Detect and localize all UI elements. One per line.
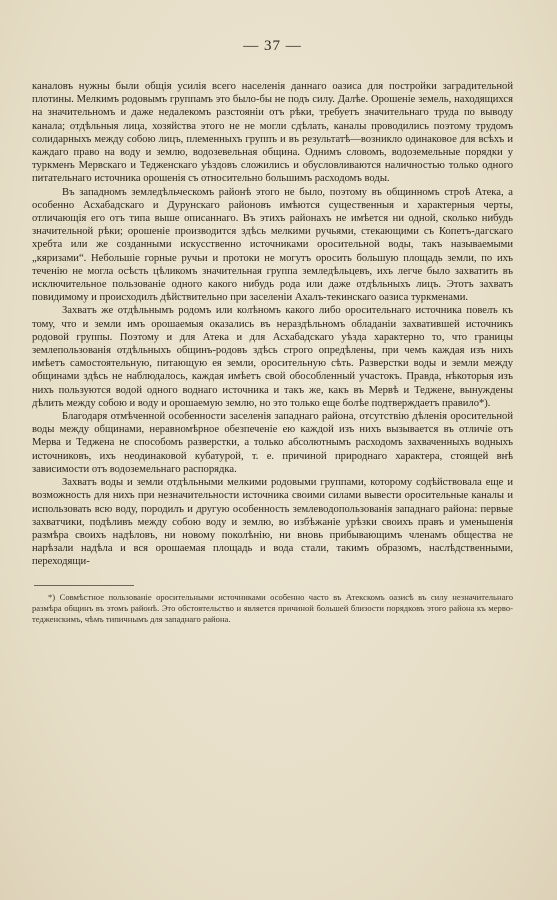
paragraph: Благодаря отмѣченной особенности заселенія западнаго района, отсутствію дѣленія оросительной воды между общинами, неравномѣрное обезпеченіе ею каждой изъ нихъ вызывается въ отличіе отъ Мерва и Теджена не способомъ разверстки, а только абсолютнымъ расходомъ захваченныхъ водныхъ источниковъ, ихъ неодинаковой кубатурой, т. е. причиной природнаго характера, стоящей внѣ зависимости отъ водоземельнаго распорядка. [32, 411, 513, 475]
footnote-text: *) Совмѣстное пользованіе оросительными источниками особенно часто въ Атекскомъ оазисѣ въ силу незначительнаго размѣра общинъ въ этомъ районѣ. Это обстоятельство и является причиной большей близости порядковъ этого района къ мерво-тедженскимъ, чѣмъ типичнымъ для западнаго района. [32, 591, 513, 624]
footnote [32, 592, 513, 625]
main-text [32, 80, 513, 569]
paragraph: каналовъ нужны были общія усилія всего населенія даннаго оазиса для постройки заградительной плотины. Мелкимъ родовымъ группамъ это было-бы не подъ силу. Далѣе. Орошеніе земель, находящихся на значительномъ и даже недалекомъ разстояніи отъ рѣки, требуетъ значительнаго труда по выводу канала; отдѣльныя лица, хозяйства этого не не могли сдѣлать, каналы проводились поэтому трудомъ солидарныхъ между собою лицъ, племенныхъ группъ и въ результатѣ—возникло одинаковое для всѣхъ и каждаго право на воду и землю, водозевельная община. Однимъ словомъ, водоземельные порядки у туркменъ Мервскаго и Тедженскаго уѣздовъ сложились и обусловливаются наличностью только одного питательнаго источника орошенія съ относительно большимъ расходомъ воды. [32, 81, 513, 185]
page-number: — 37 — [243, 38, 302, 54]
footnote-divider [34, 585, 134, 586]
paragraph: Въ западномъ земледѣльческомъ районѣ этого не было, поэтому въ общинномъ строѣ Атека, а особенно Асхабадскаго и Дурунскаго районовъ имѣются существенныя и характерныя черты, отличающія его отъ типа выше описаннаго. Въ этихъ районахъ не имѣется ни одной, сколько нибудь значительной рѣки; орошеніе производится здѣсь мелкими ручьями, стекающими съ Копетъ-дагскаго хребта или же созданными искусственно источниками оросительной воды, такъ называемыми „кяризами“. Небольшіе горные ручьи и протоки не могутъ оросить большую площадь земли, по ихъ теченію не могла осѣсть цѣликомъ значительная группа земледѣльцевъ, ихъ легче было захватить въ исключительное пользованіе одного какого нибудь рода или даже отдѣльныхъ лицъ. Этотъ захватъ повидимому и происходилъ дѣйствительно при заселеніи Ахалъ-текинскаго оазиса туркменами. [32, 186, 513, 304]
paragraph: Захватъ же отдѣльнымъ родомъ или колѣномъ какого либо оросительнаго источника повелъ къ тому, что и земли имъ орошаемыя оказались въ нераздѣльномъ обладаніи захватившей источникъ родовой группы. Поэтому и для Атека и для Асхабадскаго уѣзда характерно то, что границы землепользованія отдѣльныхъ общинъ-родовъ здѣсь строго опредѣлены, при чемъ каждая изъ нихъ имѣетъ самостоятельную, питающую ея земли, оросительную сѣть. Разверстки воды и земли между общинами здѣсь не наблюдалось, каждая имѣетъ свой обособленный участокъ. Правда, нѣкоторыя изъ нихъ пользуются водой одного воднаго источника и такъ же, какъ въ Мервѣ и Теджене, вынуждены дѣлить между собою и воду и орошаемую землю, но это только еще болѣе подтверждаетъ правило*). [32, 305, 513, 409]
paragraph: Захватъ воды и земли отдѣльными мелкими родовыми группами, которому содѣйствовала еще и возможность для нихъ при незначительности источника своими силами вывести оросительные каналы и использовать всю воду, породилъ и другую особенность землеводопользованія западнаго района: первые захватчики, подѣливъ между собою воду и землю, во избѣжаніе урѣзки своихъ правъ и уменьшенія размѣра своихъ надѣловъ, ни новому поколѣнію, ни вновь прибывающимъ членамъ общества не нарѣзали надѣла и вся орошаемая площадь и вода стали, такимъ образомъ, наслѣдственными, переходящи- [32, 477, 513, 568]
